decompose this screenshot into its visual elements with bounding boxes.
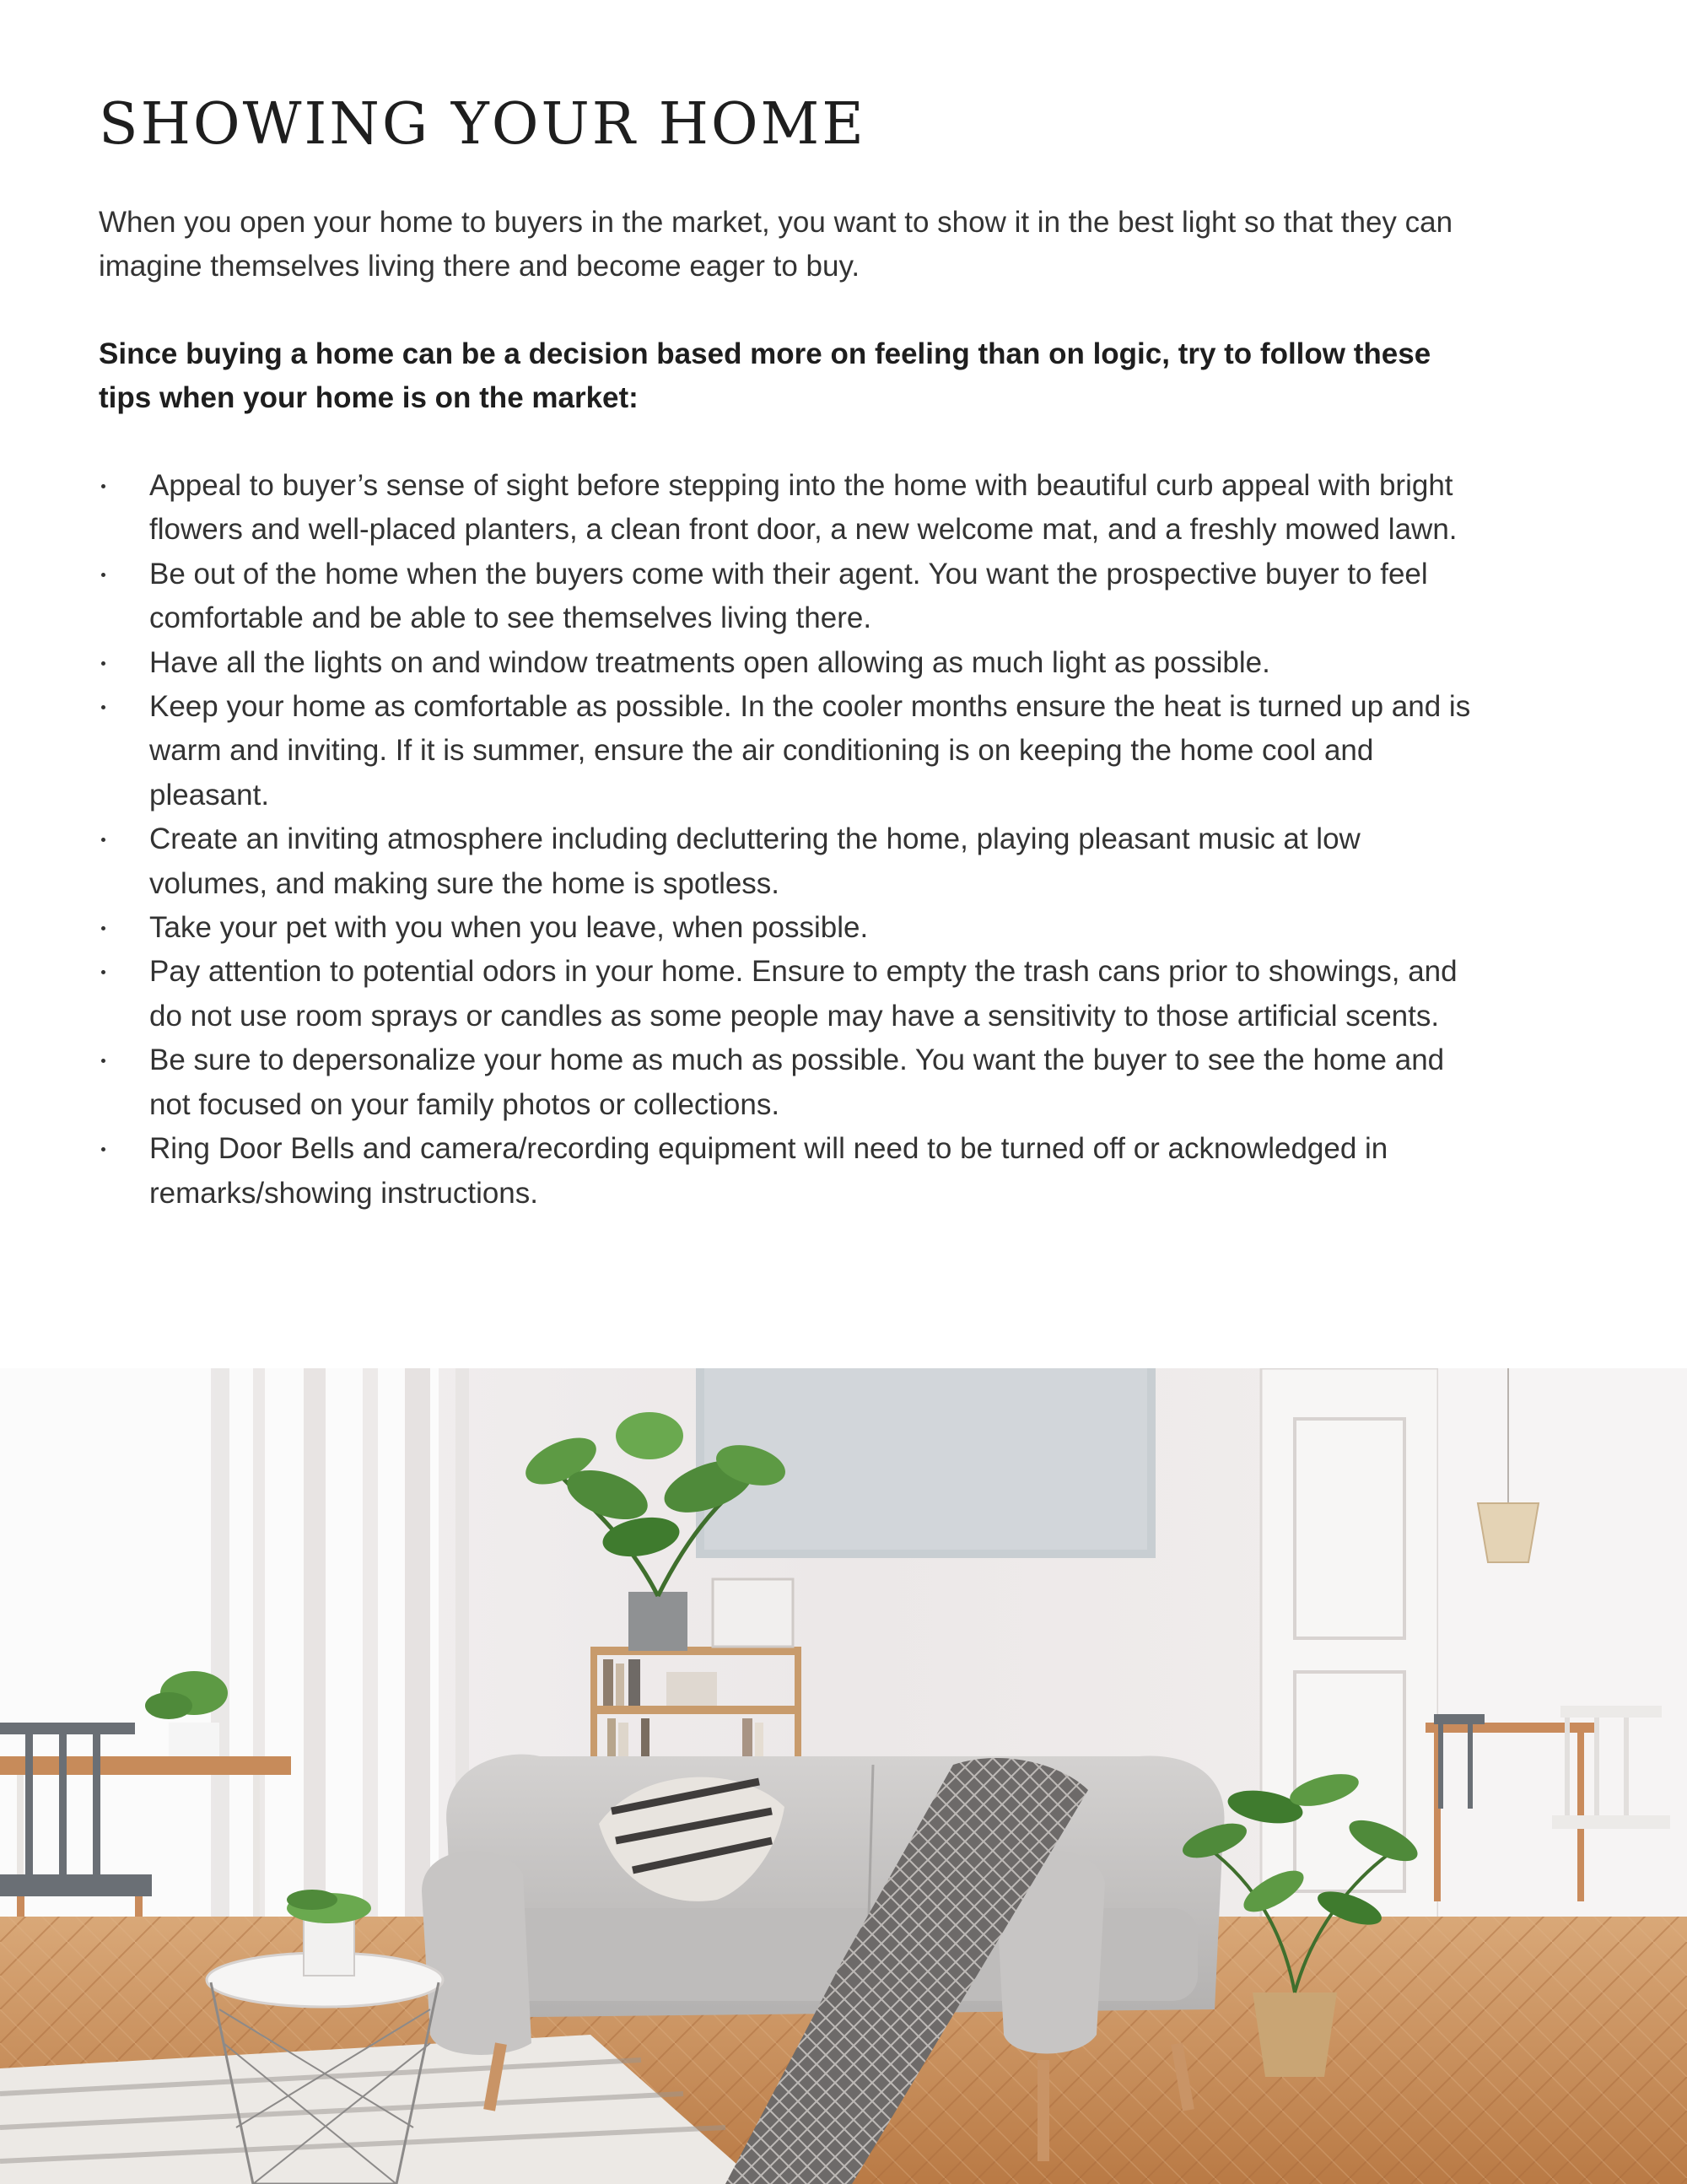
list-item: Take your pet with you when you leave, when possible.	[99, 906, 1482, 950]
document-body	[99, 84, 1482, 1216]
list-item: Create an inviting atmosphere including decluttering the home, playing pleasant music at low volumes, and making sure the home is spotless.	[99, 817, 1482, 906]
list-item: Pay attention to potential odors in your home. Ensure to empty the trash cans prior to showings, and do not use room sprays or candles as some people may have a sensitivity to those artificial scents.	[99, 950, 1482, 1038]
tips-list	[99, 464, 1482, 1216]
living-room-photo	[0, 1368, 1687, 2184]
intro-paragraph: When you open your home to buyers in the market, you want to show it in the best light so that they can imagine themselves living there and become eager to buy.	[99, 206, 1453, 283]
list-item: Ring Door Bells and camera/recording equipment will need to be turned off or acknowledged in remarks/showing instructions.	[99, 1127, 1482, 1216]
list-item: Be sure to depersonalize your home as much as possible. You want the buyer to see the home and not focused on your family photos or collections.	[99, 1038, 1482, 1127]
page-title: SHOWING YOUR HOME	[99, 91, 866, 158]
list-item: Have all the lights on and window treatments open allowing as much light as possible.	[99, 641, 1482, 685]
list-item: Be out of the home when the buyers come with their agent. You want the prospective buyer to feel comfortable and be able to see themselves living there.	[99, 553, 1482, 641]
living-room-illustration	[0, 1368, 1687, 2184]
list-item: Keep your home as comfortable as possible. In the cooler months ensure the heat is turned up and is warm and inviting. If it is summer, ensure the air conditioning is on keeping the home cool and pleasant.	[99, 685, 1482, 817]
lead-paragraph: Since buying a home can be a decision based more on feeling than on logic, try to follow these tips when your home is on the market:	[99, 337, 1431, 414]
list-item: Appeal to buyer’s sense of sight before stepping into the home with beautiful curb appeal with bright flowers and well-placed planters, a clean front door, a new welcome mat, and a freshly mowed lawn.	[99, 464, 1482, 553]
doorway	[1261, 1368, 1687, 1976]
